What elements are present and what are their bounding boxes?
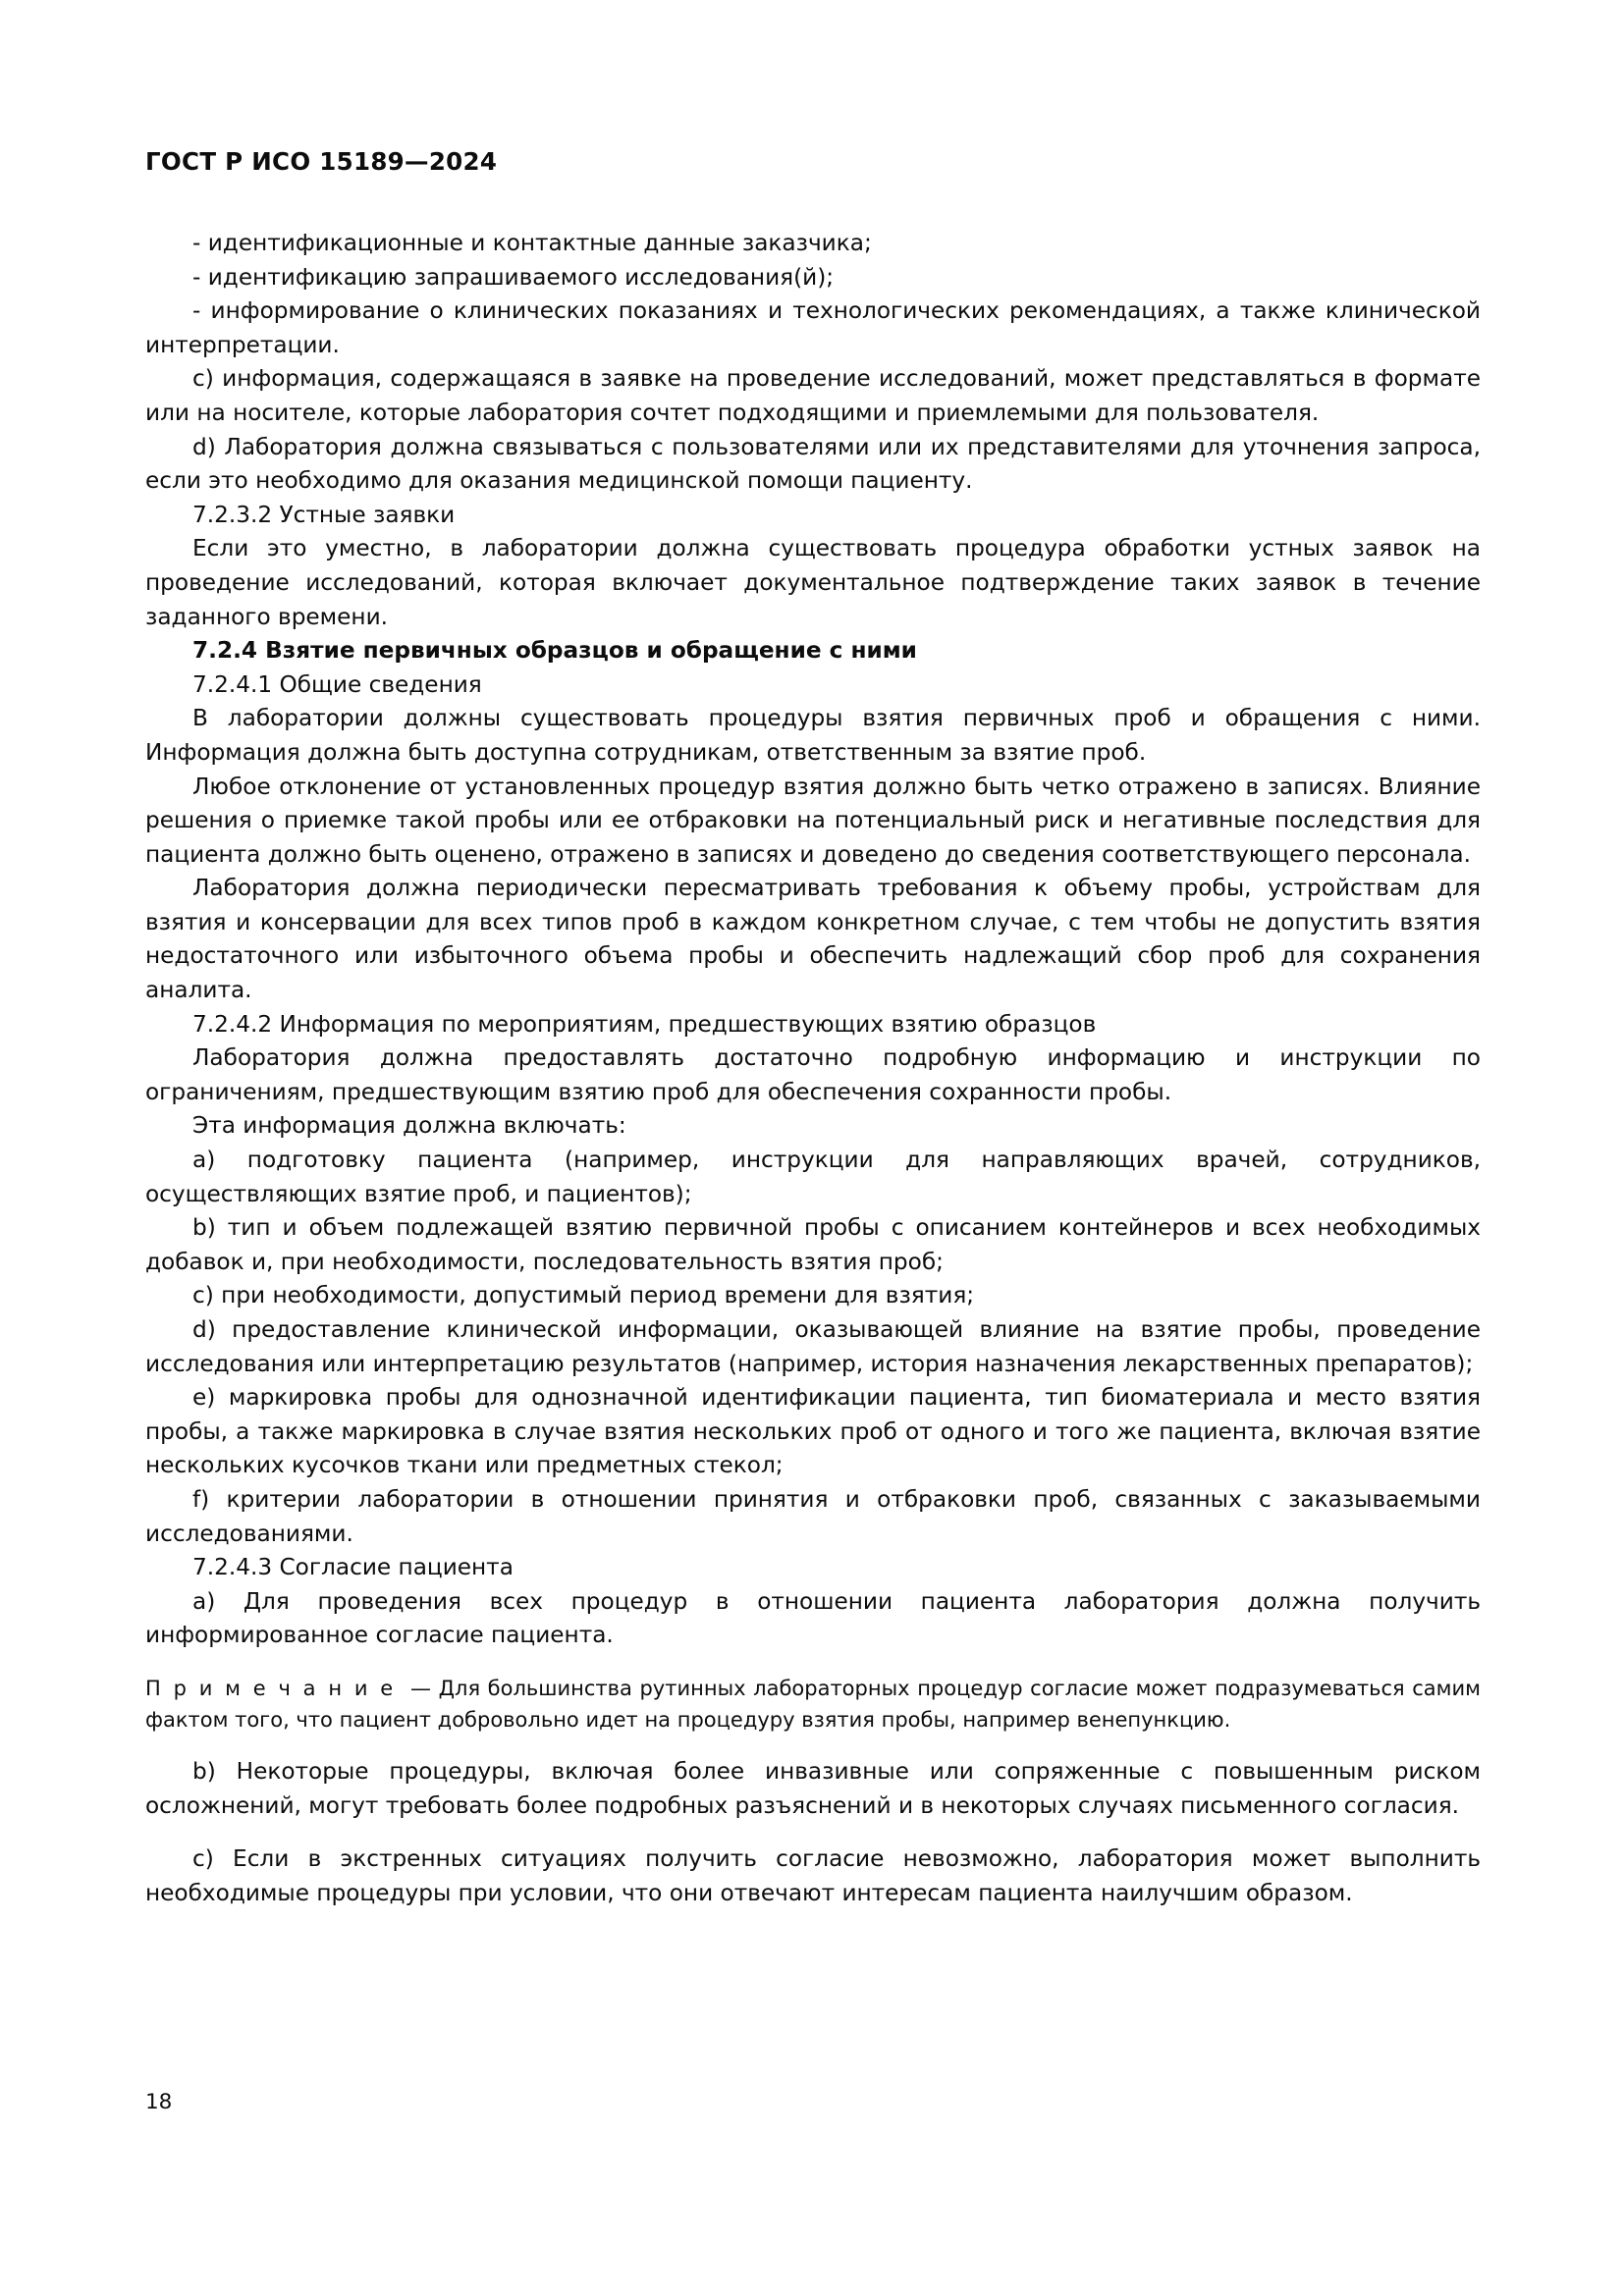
paragraph-item-b-sample-type: b) тип и объем подлежащей взятию первичной пробы с описанием контейнеров и всех необходимых добавок и, при необходимости, последовательность взятия проб; — [145, 1214, 1481, 1275]
note-dash: — — [410, 1676, 432, 1700]
document-standard-header: ГОСТ Р ИСО 15189—2024 — [145, 147, 498, 176]
paragraph-item-b-invasive-procedures: b) Некоторые процедуры, включая более инвазивные или сопряженные с повышенным риском осложнений, могут требовать более подробных разъяснений и в некоторых случаях письменного согласия. — [145, 1757, 1481, 1819]
heading-7-2-4: 7.2.4 Взятие первичных образцов и обращение с ними — [192, 637, 917, 665]
note-dash-spacer — [396, 1677, 410, 1700]
paragraph-item-a-patient-prep: a) подготовку пациента (например, инструкции для направляющих врачей, сотрудников, осуществляющих взятие проб, и пациентов); — [145, 1147, 1481, 1207]
paragraph-sample-procedures: В лаборатории должны существовать процедуры взятия первичных проб и обращения с ними. Информация должна быть доступна сотрудникам, ответственным за взятие проб. — [145, 705, 1481, 766]
paragraph-requester-data: - идентификационные и контактные данные заказчика; — [192, 230, 872, 256]
heading-7-2-3-2: 7.2.3.2 Устные заявки — [192, 501, 456, 528]
heading-7-2-4-2: 7.2.4.2 Информация по мероприятиям, предшествующих взятию образцов — [192, 1010, 1097, 1038]
paragraph-oral-requests: Если это уместно, в лаборатории должна существовать процедура обработки устных заявок на проведение исследований, которая включает документальное подтверждение таких заявок в течение заданного времени. — [145, 535, 1481, 630]
paragraph-deviation-records: Любое отклонение от установленных процедур взятия должно быть четко отражено в записях. Влияние решения о приемке такой пробы или ее отбраковки на потенциальный риск и негативные последствия для пациента должно быть оценено, отражено в записях и доведено до сведения соответствующего персонала. — [145, 773, 1481, 868]
paragraph-volume-review: Лаборатория должна периодически пересматривать требования к объему пробы, устройствам для взятия и консервации для всех типов проб в каждом конкретном случае, с тем чтобы не допустить взятия недостаточного или избыточного объема пробы и обеспечить надлежащий сбор проб для сохранения аналита. — [145, 875, 1481, 1004]
heading-7-2-4-1: 7.2.4.1 Общие сведения — [192, 670, 482, 698]
paragraph-item-c-emergency: c) Если в экстренных ситуациях получить согласие невозможно, лаборатория может выполнить необходимые процедуры при условии, что они отвечают интересам пациента наилучшим образом. — [145, 1845, 1481, 1906]
note-text: Для большинства рутинных лабораторных процедур согласие может подразумеваться самим фактом того, что пациент добровольно идет на процедуру взятия пробы, например венепункцию. — [145, 1676, 1481, 1732]
paragraph-item-d-contact-users: d) Лаборатория должна связываться с пользователями или их представителями для уточнения запроса, если это необходимо для оказания медицинской помощи пациенту. — [145, 433, 1481, 495]
paragraph-item-c-time-period: c) при необходимости, допустимый период времени для взятия; — [192, 1282, 975, 1309]
paragraph-preanalytical-info: Лаборатория должна предоставлять достаточно подробную информацию и инструкции по ограничениям, предшествующим взятию проб для обеспечения сохранности пробы. — [145, 1044, 1481, 1105]
paragraph-item-e-labelling: e) маркировка пробы для однозначной идентификации пациента, тип биоматериала и место взятия пробы, а также маркировка в случае взятия нескольких проб от одного и того же пациента, включая взятие нескольких кусочков ткани или предметных стекол; — [145, 1384, 1481, 1479]
page-number: 18 — [145, 2090, 173, 2114]
page-content — [145, 147, 1481, 1910]
note-block — [145, 1673, 1481, 1735]
paragraph-clinical-info: - информирование о клинических показаниях и технологических рекомендациях, а также клинической интерпретации. — [145, 297, 1481, 358]
paragraph-item-d-clinical-info: d) предоставление клинической информации, оказывающей влияние на взятие пробы, проведение исследования или интерпретацию результатов (например, история назначения лекарственных препаратов); — [145, 1316, 1481, 1377]
heading-7-2-4-3: 7.2.4.3 Согласие пациента — [192, 1554, 514, 1581]
paragraph-test-identification: - идентификацию запрашиваемого исследования(й); — [192, 263, 835, 291]
note-label: П р и м е ч а н и е — [145, 1676, 396, 1700]
paragraph-item-c-request-format: c) информация, содержащаяся в заявке на проведение исследований, может представляться в формате или на носителе, которые лаборатория сочтет подходящими и приемлемыми для пользователя. — [145, 365, 1481, 426]
paragraph-item-a-informed-consent: a) Для проведения всех процедур в отношении пациента лаборатория должна получить информированное согласие пациента. — [145, 1587, 1481, 1649]
note-space — [431, 1677, 439, 1700]
paragraph-info-includes: Эта информация должна включать: — [192, 1112, 626, 1140]
paragraph-item-f-acceptance-criteria: f) критерии лаборатории в отношении принятия и отбраковки проб, связанных с заказываемыми исследованиями. — [145, 1485, 1481, 1547]
